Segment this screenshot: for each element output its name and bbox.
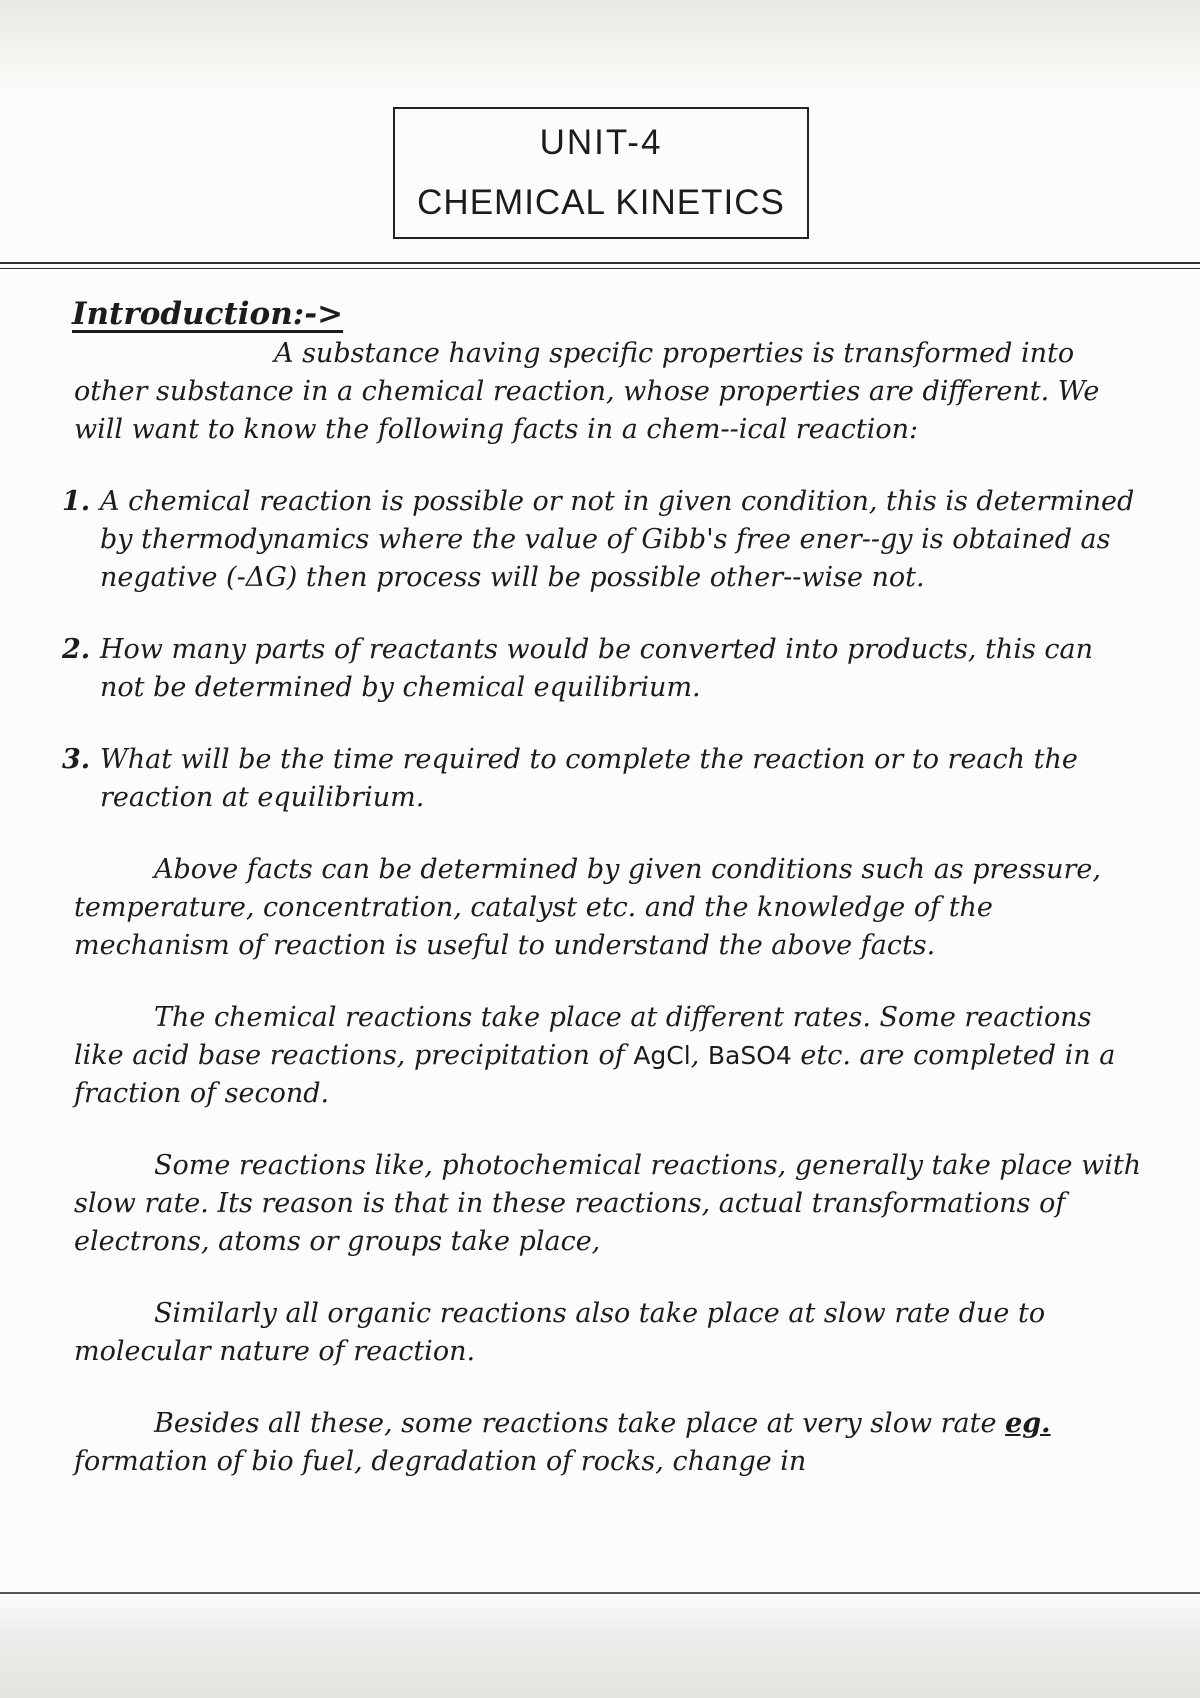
slow-text-end: formation of bio fuel, degradation of rocks, change in [74, 1446, 807, 1477]
unit-title: UNIT-4 [539, 123, 663, 162]
rates-text-start: The chemical reactions take place at different rates. Some reactions like acid base reactions, precipitation of [74, 1002, 1092, 1071]
introduction-paragraph: A substance having specific properties is transformed into other substance in a chemical reaction, whose properties are different. We will want to know the following facts in a chem--ical reaction: [74, 338, 1100, 445]
formula-separator: , [690, 1040, 700, 1071]
fact-item-3 [62, 741, 1142, 817]
fact-text: How many parts of reactants would be converted into products, this can not be determined by chemical equilibrium. [100, 634, 1094, 703]
fact-number: 1. [62, 486, 91, 517]
fact-number: 3. [62, 744, 91, 775]
chapter-title: CHEMICAL KINETICS [417, 183, 785, 222]
fact-text: A chemical reaction is possible or not in given condition, this is determined by thermodynamics where the value of Gibb's free ener--gy is obtained as negative (-ΔG) then process will be possible other--wise not. [100, 486, 1135, 593]
title-box [393, 107, 809, 239]
formula-silver-chloride: AgCl [633, 1041, 691, 1070]
rates-paragraph [62, 999, 1142, 1113]
footer-rule [0, 1592, 1200, 1594]
header-rule [0, 262, 1200, 264]
organic-reactions-paragraph: Similarly all organic reactions also take place at slow rate due to molecular nature of reaction. [74, 1298, 1046, 1367]
formula-barium-sulphate: BaSO4 [707, 1041, 792, 1070]
header-rule-thin [0, 268, 1200, 269]
fact-item-1 [62, 483, 1142, 597]
fact-text: What will be the time required to complete the reaction or to reach the reaction at equilibrium. [100, 744, 1078, 813]
conditions-paragraph: Above facts can be determined by given conditions such as pressure, temperature, concentration, catalyst etc. and the knowledge of the mechanism of reaction is useful to understand the above facts. [74, 854, 1101, 961]
rates-text-end: etc. are completed in a fraction of second. [74, 1040, 1116, 1109]
scan-top-shading [0, 0, 1200, 95]
fact-item-2 [62, 631, 1142, 707]
example-label: eg. [1005, 1408, 1051, 1439]
scan-bottom-shading [0, 1593, 1200, 1698]
fact-number: 2. [62, 634, 91, 665]
notes-content [62, 295, 1142, 1481]
slow-reactions-paragraph [62, 1405, 1142, 1481]
photochemical-paragraph: Some reactions like, photochemical reactions, generally take place with slow rate. Its reason is that in these reactions, actual transformations of electrons, atoms or groups take place, [74, 1150, 1142, 1257]
introduction-heading: Introduction:-> [72, 296, 344, 332]
slow-text-start: Besides all these, some reactions take place at very slow rate [154, 1408, 997, 1439]
